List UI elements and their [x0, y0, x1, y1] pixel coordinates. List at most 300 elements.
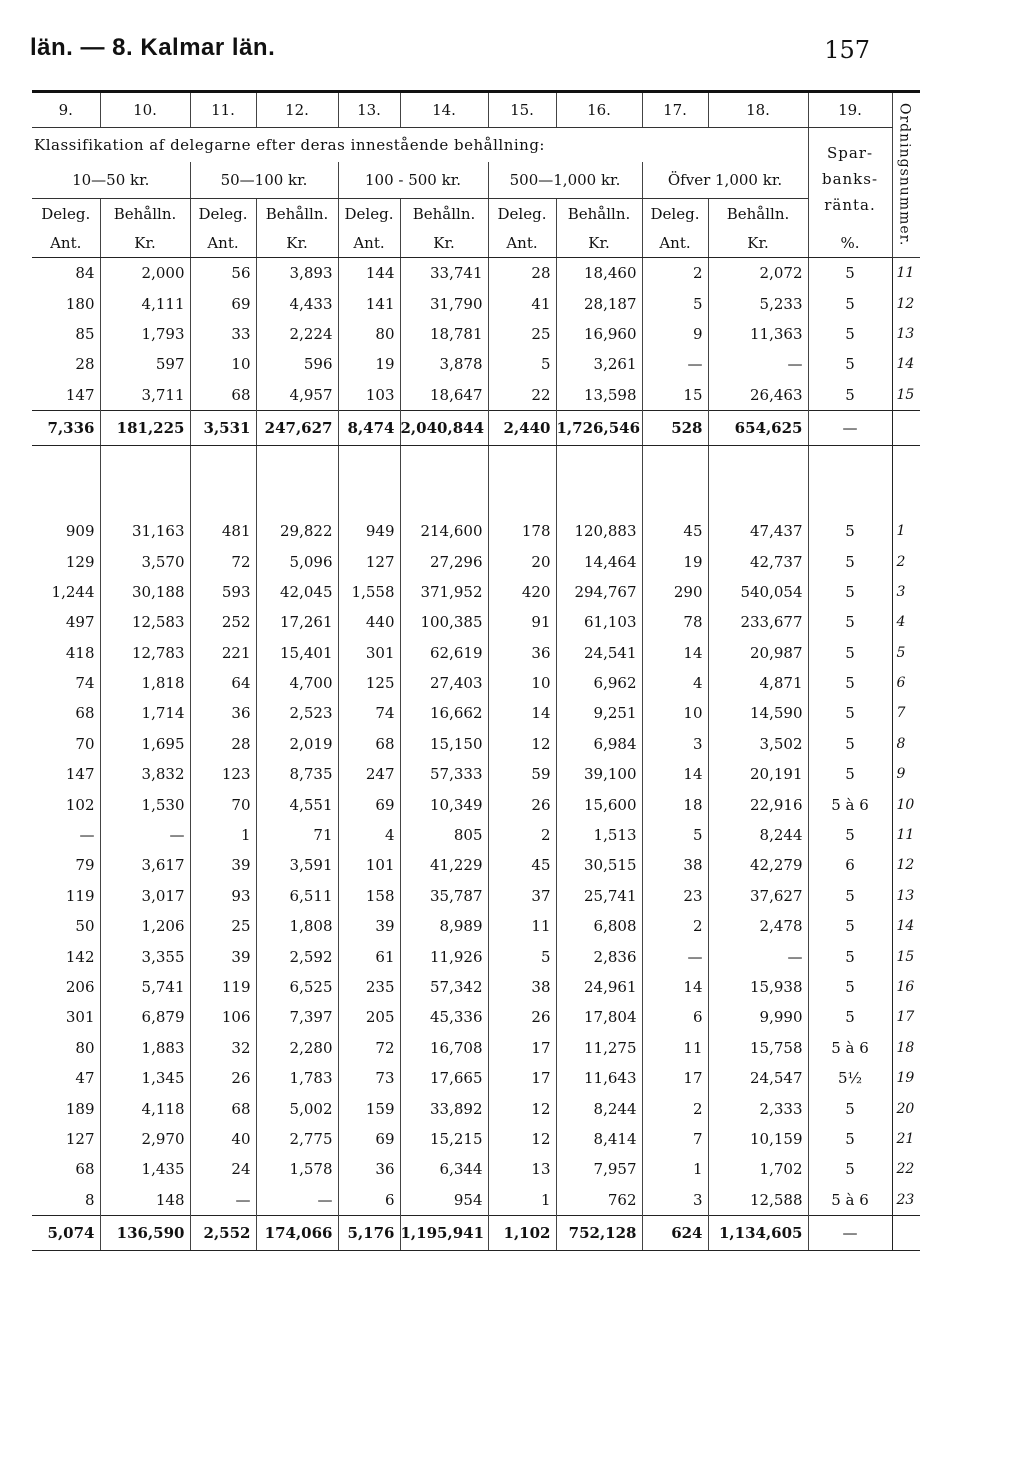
table-cell: 22 — [488, 380, 556, 411]
total-cell: 247,627 — [256, 410, 338, 445]
total-cell: 528 — [642, 410, 708, 445]
table-cell: 141 — [338, 288, 400, 318]
total-cell: 3,531 — [190, 410, 256, 445]
klassifikation-caption: Klassifikation af delegarne efter deras innestående behållning: — [34, 136, 545, 154]
table-cell: 147 — [65, 385, 95, 404]
table-cell: 5 — [808, 638, 892, 668]
subheader-ant: Ant. — [642, 229, 708, 258]
table-cell: 418 — [65, 643, 95, 662]
ordningsnummer-header — [892, 92, 920, 258]
table-row — [32, 349, 920, 379]
table-cell: 42,737 — [708, 546, 808, 576]
table-cell: 68 — [190, 1093, 256, 1123]
total-cell: 2,552 — [190, 1215, 256, 1250]
table-row — [32, 911, 920, 941]
table-cell: — — [79, 826, 95, 845]
sparbanksranta-header — [808, 128, 892, 230]
table-cell: — — [190, 1185, 256, 1216]
table-cell: 18,460 — [556, 258, 642, 289]
table-cell: 5 — [808, 516, 892, 546]
table-cell: 247 — [338, 759, 400, 789]
table-cell: 178 — [488, 516, 556, 546]
table-cell: 1,702 — [708, 1154, 808, 1184]
table-cell: 13 — [892, 881, 920, 911]
table-cell: 28 — [190, 729, 256, 759]
table-cell: 6 — [892, 668, 920, 698]
table-cell: 13 — [488, 1154, 556, 1184]
total-cell: 1,102 — [488, 1215, 556, 1250]
table-cell: 3,832 — [100, 759, 190, 789]
table-cell: 85 — [75, 324, 95, 343]
column-number: 12. — [256, 92, 338, 128]
table-cell: 4,957 — [256, 380, 338, 411]
table-cell: 79 — [75, 856, 95, 875]
table-cell: 8,735 — [256, 759, 338, 789]
table-cell: 596 — [256, 349, 338, 379]
table-cell: 9 — [892, 759, 920, 789]
table-cell: 57,342 — [400, 972, 488, 1002]
table-cell: 33,741 — [400, 258, 488, 289]
table-cell: 20 — [488, 546, 556, 576]
table-cell: 33,892 — [400, 1093, 488, 1123]
table-cell: 18 — [892, 1033, 920, 1063]
table-cell: 2 — [642, 1093, 708, 1123]
table-cell: 3,355 — [100, 941, 190, 971]
table-row — [32, 881, 920, 911]
table-cell: 252 — [190, 607, 256, 637]
table-cell: 14 — [642, 759, 708, 789]
table-cell: 2,333 — [708, 1093, 808, 1123]
spar-line1: Spar- — [826, 143, 874, 162]
table-cell: 14 — [642, 972, 708, 1002]
table-cell: 7 — [642, 1124, 708, 1154]
table-cell: 15,150 — [400, 729, 488, 759]
table-cell: 1 — [488, 1185, 556, 1216]
table-cell: 2,523 — [256, 698, 338, 728]
table-cell: 11 — [892, 820, 920, 850]
table-cell: 2 — [642, 258, 708, 289]
subheader-ant: Ant. — [190, 229, 256, 258]
table-cell: 2,072 — [708, 258, 808, 289]
column-number: 11. — [190, 92, 256, 128]
table-cell: 2,775 — [256, 1124, 338, 1154]
table-cell: 68 — [190, 380, 256, 411]
table-cell: 2,592 — [256, 941, 338, 971]
column-number: 10. — [100, 92, 190, 128]
table-cell: 36 — [488, 638, 556, 668]
table-cell: 148 — [100, 1185, 190, 1216]
table-cell: 144 — [338, 258, 400, 289]
table-cell: 301 — [65, 1008, 95, 1027]
table-cell: 13 — [892, 319, 920, 349]
table-cell: 3,711 — [100, 380, 190, 411]
table-cell: 221 — [190, 638, 256, 668]
table-cell: 5 — [808, 668, 892, 698]
table-cell: 127 — [338, 546, 400, 576]
table-cell: 3,017 — [100, 881, 190, 911]
table-cell: 5 — [808, 288, 892, 318]
spar-line2: banks- — [821, 169, 879, 188]
table-row — [32, 380, 920, 411]
table-cell: 10 — [190, 349, 256, 379]
table-row — [32, 759, 920, 789]
table-cell: 1,513 — [556, 820, 642, 850]
table-cell: 35,787 — [400, 881, 488, 911]
total-cell: 1,134,605 — [708, 1215, 808, 1250]
running-title: län. — 8. Kalmar län. — [30, 34, 276, 61]
table-cell: 57,333 — [400, 759, 488, 789]
table-cell: 5 — [808, 258, 892, 289]
table-cell: 56 — [190, 258, 256, 289]
table-cell: 47,437 — [708, 516, 808, 546]
subheader-deleg: Deleg. — [338, 199, 400, 230]
table-row — [32, 1063, 920, 1093]
table-cell: 7 — [892, 698, 920, 728]
section-2-body — [32, 516, 920, 1250]
table-cell: 8,414 — [556, 1124, 642, 1154]
table-cell: 74 — [75, 674, 95, 693]
table-cell: 5 — [808, 972, 892, 1002]
table-cell: 5 — [488, 349, 556, 379]
table-cell: 5 — [808, 881, 892, 911]
subheader-behalln: Behålln. — [708, 199, 808, 230]
table-row — [32, 546, 920, 576]
table-cell: 593 — [190, 577, 256, 607]
table-cell: 31,163 — [100, 516, 190, 546]
table-cell: 2,478 — [708, 911, 808, 941]
table-cell: 1,206 — [100, 911, 190, 941]
table-cell: 2,970 — [100, 1124, 190, 1154]
table-row — [32, 288, 920, 318]
column-number: 13. — [338, 92, 400, 128]
table-cell: 233,677 — [708, 607, 808, 637]
column-number: 17. — [642, 92, 708, 128]
table-cell: 20,191 — [708, 759, 808, 789]
table-row — [32, 820, 920, 850]
table-cell: 129 — [65, 552, 95, 571]
table-cell: 25 — [488, 319, 556, 349]
table-cell: 3,502 — [708, 729, 808, 759]
table-cell: — — [100, 820, 190, 850]
section-gap — [32, 445, 920, 516]
table-cell: 103 — [338, 380, 400, 411]
table-cell: 18,781 — [400, 319, 488, 349]
table-cell: 5 — [808, 759, 892, 789]
table-row — [32, 1002, 920, 1032]
range-500-1000: 500—1,000 kr. — [488, 162, 642, 199]
table-cell: 5 — [808, 941, 892, 971]
subheader-row-2 — [32, 229, 920, 258]
table-cell: 1,244 — [51, 582, 95, 601]
table-cell: 16,662 — [400, 698, 488, 728]
table-cell: 70 — [75, 734, 95, 753]
table-cell: 9 — [642, 319, 708, 349]
table-cell: 15 — [892, 380, 920, 411]
table-cell: 5 — [808, 1154, 892, 1184]
total-cell — [892, 410, 920, 445]
table-cell: 1,808 — [256, 911, 338, 941]
total-cell: — — [808, 410, 892, 445]
table-cell: 5 — [488, 941, 556, 971]
table-cell: 45 — [488, 850, 556, 880]
table-cell: 72 — [190, 546, 256, 576]
range-10-50: 10—50 kr. — [32, 162, 190, 199]
table-cell: 125 — [338, 668, 400, 698]
table-cell: 5 — [808, 1093, 892, 1123]
table-cell: 1 — [892, 516, 920, 546]
table-cell: 59 — [488, 759, 556, 789]
table-cell: 3,591 — [256, 850, 338, 880]
table-cell: 39 — [190, 941, 256, 971]
table-row — [32, 789, 920, 819]
table-cell: 4,551 — [256, 789, 338, 819]
table-cell: 954 — [400, 1185, 488, 1216]
table-cell: 80 — [75, 1038, 95, 1057]
table-cell: 762 — [556, 1185, 642, 1216]
table-cell: — — [708, 941, 808, 971]
table-cell: 6,879 — [100, 1002, 190, 1032]
table-cell: 14 — [892, 911, 920, 941]
table-cell: 6,525 — [256, 972, 338, 1002]
table-cell: 5 — [642, 820, 708, 850]
table-cell: 16,960 — [556, 319, 642, 349]
table-cell: 294,767 — [556, 577, 642, 607]
table-cell: 21 — [892, 1124, 920, 1154]
table-cell: 1,783 — [256, 1063, 338, 1093]
table-cell: 26 — [488, 1002, 556, 1032]
total-cell: 2,040,844 — [400, 410, 488, 445]
table-cell: 10 — [488, 668, 556, 698]
table-cell: 17 — [488, 1033, 556, 1063]
total-cell: 181,225 — [100, 410, 190, 445]
total-cell: — — [808, 1215, 892, 1250]
table-cell: 3 — [642, 729, 708, 759]
table-cell: 24,541 — [556, 638, 642, 668]
table-cell: 11 — [642, 1033, 708, 1063]
table-cell: 39 — [190, 850, 256, 880]
table-cell: 1 — [190, 820, 256, 850]
total-cell: 752,128 — [556, 1215, 642, 1250]
table-cell: 5 — [808, 380, 892, 411]
table-cell: 25,741 — [556, 881, 642, 911]
table-cell: 6,808 — [556, 911, 642, 941]
table-cell: 30,515 — [556, 850, 642, 880]
table-cell: 70 — [190, 789, 256, 819]
table-cell: 93 — [190, 881, 256, 911]
table-cell: 19 — [892, 1063, 920, 1093]
subheader-kr: Kr. — [100, 229, 190, 258]
table-cell: 597 — [100, 349, 190, 379]
table-cell: 68 — [338, 729, 400, 759]
table-cell: 6,511 — [256, 881, 338, 911]
table-cell: 6,984 — [556, 729, 642, 759]
table-cell: 5 — [808, 319, 892, 349]
table-cell: 23 — [892, 1185, 920, 1216]
table-cell: 10,159 — [708, 1124, 808, 1154]
table-cell: 62,619 — [400, 638, 488, 668]
table-cell: 1,345 — [100, 1063, 190, 1093]
table-cell: 1,883 — [100, 1033, 190, 1063]
total-cell: 7,336 — [32, 410, 100, 445]
table-cell: 17 — [642, 1063, 708, 1093]
subheader-ant: Ant. — [338, 229, 400, 258]
table-cell: 69 — [190, 288, 256, 318]
table-cell: 37,627 — [708, 881, 808, 911]
table-cell: 20,987 — [708, 638, 808, 668]
column-number: 19. — [808, 92, 892, 128]
table-cell: 120,883 — [556, 516, 642, 546]
table-cell: 127 — [65, 1129, 95, 1148]
table-cell: 20 — [892, 1093, 920, 1123]
table-cell: 9,990 — [708, 1002, 808, 1032]
subheader-behalln: Behålln. — [400, 199, 488, 230]
table-cell: 5,233 — [708, 288, 808, 318]
table-cell: — — [642, 941, 708, 971]
table-cell: 5 — [642, 288, 708, 318]
table-cell: 28 — [488, 258, 556, 289]
table-row — [32, 1033, 920, 1063]
table-cell: 7,397 — [256, 1002, 338, 1032]
table-cell: 106 — [190, 1002, 256, 1032]
table-row — [32, 638, 920, 668]
table-cell: 5 — [892, 638, 920, 668]
total-cell: 5,176 — [338, 1215, 400, 1250]
table-cell: 5,741 — [100, 972, 190, 1002]
total-cell: 1,726,546 — [556, 410, 642, 445]
table-cell: 78 — [642, 607, 708, 637]
table-cell: 45 — [642, 516, 708, 546]
table-cell: 235 — [338, 972, 400, 1002]
table-cell: 290 — [642, 577, 708, 607]
table-cell: 22 — [892, 1154, 920, 1184]
table-cell: 50 — [75, 917, 95, 936]
subheader-row-1 — [32, 199, 920, 230]
table-row — [32, 729, 920, 759]
table-cell: 41,229 — [400, 850, 488, 880]
table-cell: 540,054 — [708, 577, 808, 607]
table-row — [32, 258, 920, 289]
table-cell: 12 — [488, 1124, 556, 1154]
range-50-100: 50—100 kr. — [190, 162, 338, 199]
range-row — [32, 162, 920, 199]
total-cell: 5,074 — [32, 1215, 100, 1250]
subheader-kr: Kr. — [708, 229, 808, 258]
table-cell: 4,700 — [256, 668, 338, 698]
total-cell: 136,590 — [100, 1215, 190, 1250]
table-cell: 18 — [642, 789, 708, 819]
table-cell: 36 — [190, 698, 256, 728]
table-cell: 805 — [400, 820, 488, 850]
table-cell: 159 — [338, 1093, 400, 1123]
table-cell: 22,916 — [708, 789, 808, 819]
table-cell: 41 — [488, 288, 556, 318]
table-cell: 16,708 — [400, 1033, 488, 1063]
table-cell: 42,279 — [708, 850, 808, 880]
table-cell: 3,261 — [556, 349, 642, 379]
table-row — [32, 698, 920, 728]
table-cell: 4,111 — [100, 288, 190, 318]
total-row — [32, 1215, 920, 1250]
table-cell: 1,578 — [256, 1154, 338, 1184]
gap-row — [32, 445, 920, 516]
table-cell: 15,215 — [400, 1124, 488, 1154]
table-cell: 3,893 — [256, 258, 338, 289]
subheader-kr: Kr. — [256, 229, 338, 258]
subheader-deleg: Deleg. — [190, 199, 256, 230]
table-cell: 12,583 — [100, 607, 190, 637]
table-cell: 39 — [338, 911, 400, 941]
table-cell: 18,647 — [400, 380, 488, 411]
subheader-behalln: Behålln. — [256, 199, 338, 230]
table-cell: 25 — [190, 911, 256, 941]
total-cell — [892, 1215, 920, 1250]
table-cell: 189 — [65, 1099, 95, 1118]
table-cell: 28,187 — [556, 288, 642, 318]
subheader-deleg: Deleg. — [642, 199, 708, 230]
table-cell: 64 — [190, 668, 256, 698]
range-over-1000: Öfver 1,000 kr. — [642, 162, 808, 199]
table-cell: 8,989 — [400, 911, 488, 941]
subheader-kr: Kr. — [400, 229, 488, 258]
table-cell: 69 — [338, 1124, 400, 1154]
subheader-kr: Kr. — [556, 229, 642, 258]
column-number: 9. — [32, 92, 100, 128]
table-cell: 440 — [338, 607, 400, 637]
table-cell: 2,836 — [556, 941, 642, 971]
table-cell: 17,665 — [400, 1063, 488, 1093]
table-cell: 1,818 — [100, 668, 190, 698]
column-number: 16. — [556, 92, 642, 128]
table-cell: 1,435 — [100, 1154, 190, 1184]
subheader-deleg: Deleg. — [41, 205, 91, 223]
table-cell: 45,336 — [400, 1002, 488, 1032]
table-cell: 3 — [642, 1185, 708, 1216]
column-number-row — [32, 92, 920, 128]
table-cell: 38 — [642, 850, 708, 880]
table-row — [32, 668, 920, 698]
subheader-behalln: Behålln. — [100, 199, 190, 230]
table-cell: 4 — [642, 668, 708, 698]
table-cell: 158 — [338, 881, 400, 911]
klassifikation-row — [32, 128, 920, 163]
table-cell: 26 — [190, 1063, 256, 1093]
table-cell: 301 — [338, 638, 400, 668]
table-cell: 2 — [642, 911, 708, 941]
table-cell: 8 — [84, 1190, 95, 1209]
table-cell: 69 — [338, 789, 400, 819]
table-cell: 15,758 — [708, 1033, 808, 1063]
table-row — [32, 577, 920, 607]
table-cell: 2,224 — [256, 319, 338, 349]
table-cell: 5 — [808, 698, 892, 728]
table-cell: 5 — [808, 1002, 892, 1032]
table-row — [32, 850, 920, 880]
table-cell: 10 — [892, 789, 920, 819]
table-cell: 36 — [338, 1154, 400, 1184]
table-cell: 31,790 — [400, 288, 488, 318]
table-cell: 4 — [892, 607, 920, 637]
table-cell: 12 — [488, 1093, 556, 1123]
table-cell: 42,045 — [256, 577, 338, 607]
table-cell: 37 — [488, 881, 556, 911]
table-cell: 8 — [892, 729, 920, 759]
table-cell: 206 — [65, 978, 95, 996]
table-cell: 5 à 6 — [808, 1033, 892, 1063]
table-cell: 14 — [892, 349, 920, 379]
table-cell: 33 — [190, 319, 256, 349]
table-cell: 5 — [808, 729, 892, 759]
table-cell: 28 — [75, 355, 95, 374]
